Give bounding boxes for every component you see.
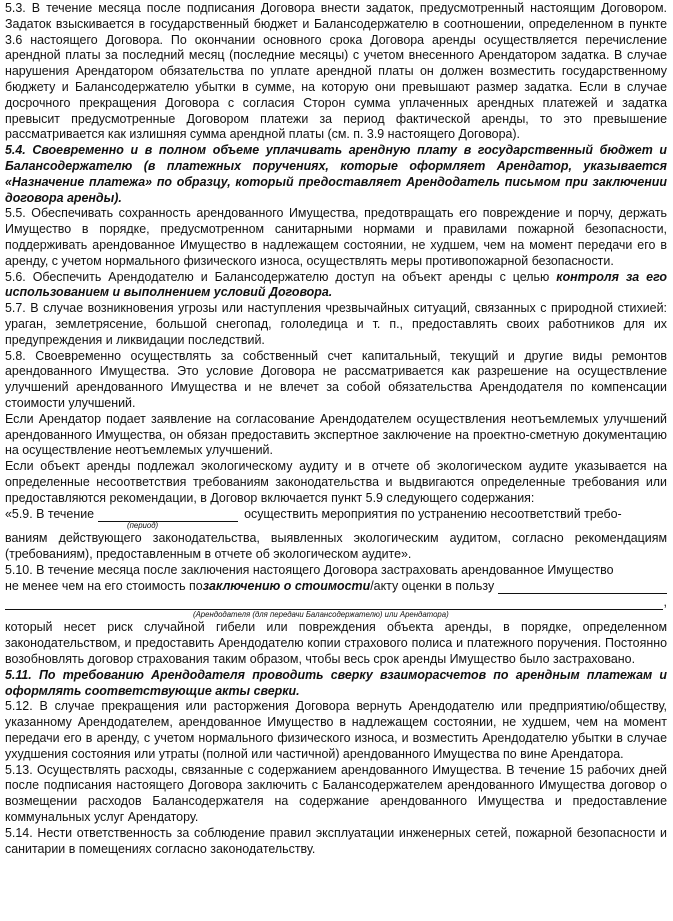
- insured-party-line-field[interactable]: [5, 595, 663, 610]
- clause-5-10-line2-end: /акту оценки в пользу: [370, 578, 495, 593]
- period-blank-field[interactable]: [98, 509, 238, 522]
- insured-party-comma: ,: [663, 594, 667, 609]
- clause-5-10-line2: [5, 579, 667, 595]
- clause-5-9-after: осуществить мероприятия по устранению несоответствий требо-: [244, 506, 622, 521]
- clause-5-10-rest: который несет риск случайной гибели или повреждения объекта аренды, в порядке, определенном законодательством, и предоставить Арендодателю копии страхового полиса и платежного поручения. Постоянно возобновлять договор страхования таким образом, чтобы весь срок аренды Имущество было застраховано.: [5, 620, 667, 667]
- clause-5-8-eco-audit: Если объект аренды подлежал экологическому аудиту и в отчете об экологическом аудите указывается на определенные несоответствия требованиям законодательства и выдвигаются определенные требования или предоставляются рекомендации, в Договор включается пункт 5.9 следующего содержания:: [5, 459, 667, 505]
- clause-5-6-text: 5.6. Обеспечить Арендодателю и Балансодержателю доступ на объект аренды с целью: [5, 269, 557, 284]
- clause-5-8: 5.8. Своевременно осуществлять за собственный счет капитальный, текущий и другие виды ремонтов арендованного Имущества. Это условие Договора не рассматривается как разрешение на осуществление улучшений арендованного Имущества и не влечет за собой обязательства Арендодателя по компенсации стоимости улучшений.: [5, 348, 667, 410]
- clause-5-10-line1: 5.10. В течение месяца после заключения настоящего Договора застраховать арендованное Имущество: [5, 562, 614, 577]
- clause-5-3: 5.3. В течение месяца после подписания Договора внести задаток, предусмотренный настоящим Договором. Задаток взыскивается в государственный бюджет и Балансодержателю в соотношении, определенном в пункте 3.6 настоящего Договора. По окончании основного срока Договора аренды осуществляется перечисление арендной платы за последний месяц (последние месяцы) с учетом внесенного Арендатором задатка. В случае нарушения Арендатором обязательства по уплате арендной платы он должен возместить государственному бюджету и Балансодержателю убытки в сумме, на которую они превышают размер задатка. Если в случае досрочного прекращения Договора с согласия Сторон сумма уплаченных арендных платежей и задатка превысит предусмотренные Договором платежи за период фактической аренды, то это превышение рассматривается как излишняя сумма арендной платы (см. п. 3.9 настоящего Договора).: [5, 1, 667, 142]
- clause-5-8-improvements: Если Арендатор подает заявление на согласование Арендодателем осуществления неотъемлемых улучшений арендованного Имущества, он обязан предоставить экспертное заключение на проектно-сметную документацию на осуществление неотъемлемых улучшений.: [5, 411, 667, 458]
- period-caption: (период): [127, 521, 159, 531]
- clause-5-4: 5.4. Своевременно и в полном объеме уплачивать арендную плату в государственный бюджет и Балансодержателю (в платежных поручениях, которые оформляет Арендатор, указывается «Назначение платежа» по образцу, который предоставляет Арендодатель письмом при заключении договора аренды).: [5, 143, 667, 205]
- clause-5-9-before: «5.9. В течение: [5, 506, 95, 521]
- clause-5-9-rest: ваниям действующего законодательства, выявленных экологическим аудитом, согласно рекомендациям (требованиям), предоставленным в отчете об экологическом аудите».: [5, 531, 667, 562]
- clause-5-11: 5.11. По требованию Арендодателя проводить сверку взаиморасчетов по арендным платежам и оформлять соответствующие акты сверки.: [5, 667, 667, 698]
- insured-party-caption: (Арендодателя (для передачи Балансодержателю) или Арендатора): [193, 610, 449, 620]
- clause-5-10-valuation: заключению о стоимости: [202, 578, 371, 593]
- clause-5-9-line: [5, 507, 667, 523]
- insured-party-blank-field[interactable]: [498, 581, 667, 594]
- clause-5-13: 5.13. Осуществлять расходы, связанные с содержанием арендованного Имущества. В течение 15 рабочих дней после подписания настоящего Договора заключить с Балансодержателем арендованного Имущества договор о возмещении расходов Балансодержателя на содержание арендованного Имущества и предоставление коммунальных услуг Арендатору.: [5, 762, 667, 825]
- clause-5-7: 5.7. В случае возникновения угрозы или наступления чрезвычайных ситуаций, связанных с природной стихией: ураган, землетрясение, большой снегопад, гололедица и т. п., предоставлять своих работников для их предупреждения и ликвидации последствий.: [5, 301, 667, 347]
- clause-5-6: [5, 270, 667, 302]
- clause-5-6-emphasis: контроля за его использованием и выполнением условий Договора.: [5, 269, 668, 300]
- insured-party-full-line: [5, 594, 667, 610]
- clause-5-12: 5.12. В случае прекращения или расторжения Договора вернуть Арендодателю или предприятию/обществу, указанному Арендодателем, арендованное Имущество в надлежащем состоянии, не худшем, чем на момент передачи его в аренду, с учетом нормального физического износа, и возместить Арендодателю убытки в случае ухудшения состояния или утраты (полной или частичной) арендованного Имущества по вине Арендатора.: [5, 699, 667, 761]
- clause-5-10-line2-start: не менее чем на его стоимость по: [5, 578, 203, 593]
- clause-5-14: 5.14. Нести ответственность за соблюдение правил эксплуатации инженерных сетей, пожарной безопасности и санитарии в помещениях согласно законодательству.: [5, 825, 667, 856]
- clause-5-5: 5.5. Обеспечивать сохранность арендованного Имущества, предотвращать его повреждение и порчу, держать Имущество в порядке, предусмотренном санитарными нормами и правилами пожарной безопасности, поддерживать арендованное Имущество в надлежащем состоянии, не худшем, чем на момент передачи его в аренду, с учетом нормального физического износа, осуществлять меры противопожарной безопасности.: [5, 206, 667, 268]
